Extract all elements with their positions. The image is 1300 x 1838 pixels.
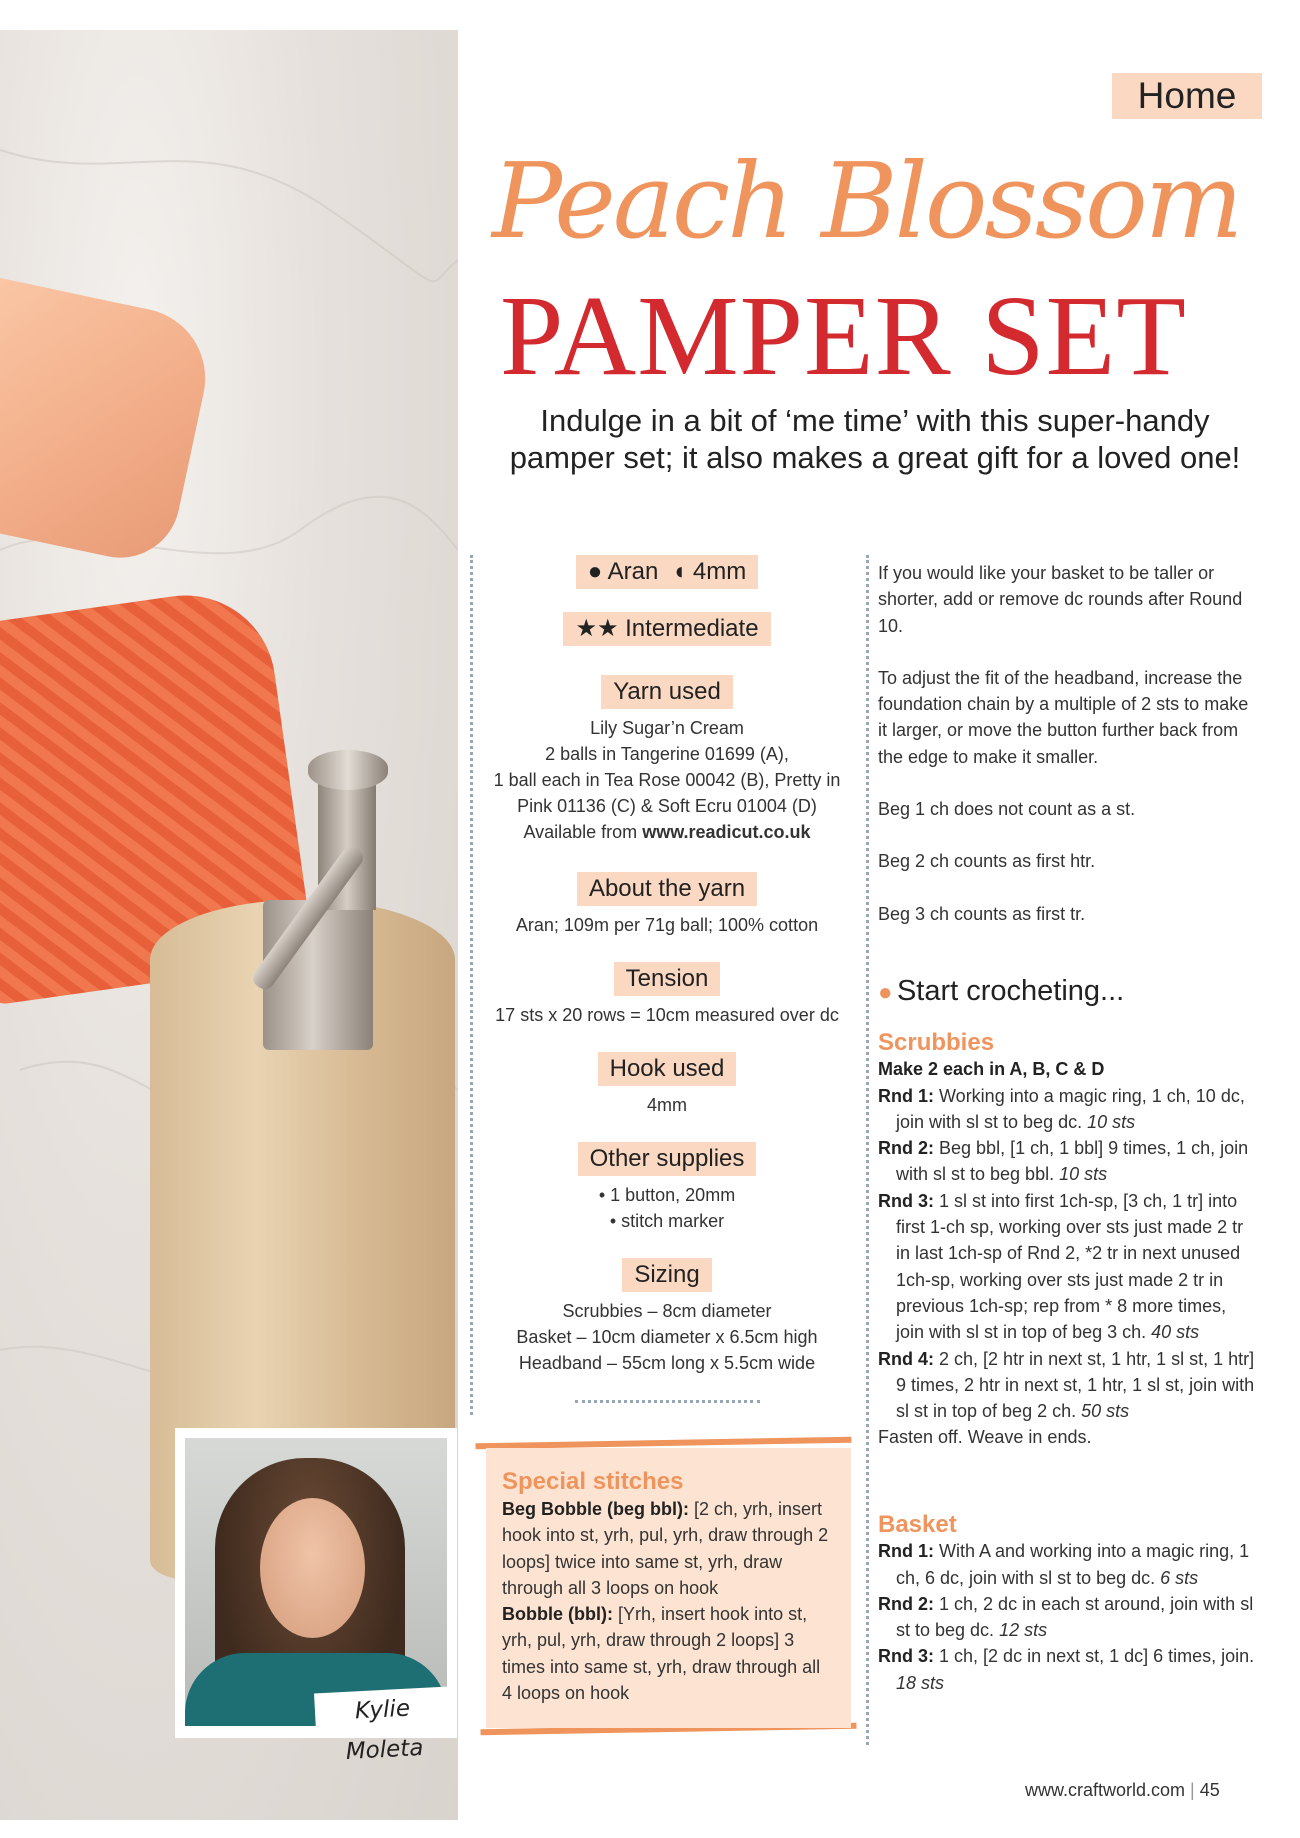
supply-item: • stitch marker (609, 1211, 725, 1231)
designer-name: Kylie Moleta (314, 1686, 451, 1733)
scrubbies-heading: Scrubbies (878, 1029, 995, 1056)
yarn-ball-icon: ● (878, 979, 893, 1006)
designer-portrait-frame (175, 1428, 457, 1765)
other-supplies-section (478, 1142, 856, 1234)
specs-pill (576, 555, 758, 589)
sizing-line: Scrubbies – 8cm diameter (562, 1301, 772, 1321)
tension-text: 17 sts x 20 rows = 10cm measured over dc (495, 1005, 839, 1025)
round-instruction: Rnd 1: Working into a magic ring, 1 ch, 10 dc, join with sl st to beg dc. 10 sts (878, 1085, 1245, 1132)
portrait-face (260, 1498, 365, 1638)
designer-portrait (185, 1438, 447, 1726)
hook-icon: ◖ (671, 558, 687, 585)
about-yarn-heading: About the yarn (577, 872, 757, 906)
hook-size: 4mm (692, 558, 747, 585)
round-instruction: Rnd 3: 1 sl st into first 1ch-sp, [3 ch, 1 tr] into first 1-ch sp, working over sts just made 2 tr in last 1ch-sp of Rnd 2, *2 tr in next unused 1ch-sp, working over sts just made 2 tr in previous 1ch-sp; rep from * 8 more times, join with sl st in top of beg 3 ch. 40 sts (878, 1190, 1244, 1343)
yarn-line: Pink 01136 (C) & Soft Ecru 01004 (D) (517, 796, 817, 816)
yarn-used-section (478, 675, 856, 845)
footer-url[interactable]: www.craftworld.com (1025, 1780, 1186, 1800)
stitch-count: 10 sts (1087, 1111, 1136, 1132)
page-number: 45 (1199, 1780, 1220, 1800)
round-instruction: Rnd 2: Beg bbl, [1 ch, 1 bbl] 9 times, 1 ch, join with sl st to beg bbl. 10 sts (878, 1138, 1249, 1185)
start-heading-row (878, 975, 1258, 1008)
hook-used-heading: Hook used (598, 1052, 737, 1086)
round-instruction: Rnd 2: 1 ch, 2 dc in each st around, join with sl st to beg dc. 12 sts (878, 1593, 1254, 1641)
skill-level: ★★ Intermediate (563, 612, 770, 646)
page-footer: www.craftworld.com | 45 (1025, 1780, 1220, 1800)
sizing-section (478, 1258, 856, 1376)
page-title: PAMPER SET (500, 272, 1187, 399)
sizing-line: Headband – 55cm long x 5.5cm wide (518, 1353, 816, 1373)
stitch-count: 10 sts (1059, 1164, 1108, 1185)
special-stitch-entry (502, 1496, 833, 1601)
start-heading: Start crocheting... (896, 975, 1125, 1007)
note: Beg 3 ch counts as first tr. (878, 903, 1086, 924)
about-yarn-text: Aran; 109m per 71g ball; 100% cotton (515, 915, 819, 935)
section-tag: Home (1112, 73, 1262, 119)
basket-heading: Basket (878, 1511, 957, 1538)
hook-used-text: 4mm (647, 1095, 687, 1115)
sizing-heading: Sizing (622, 1258, 711, 1292)
note: To adjust the fit of the headband, increase the foundation chain by a multiple of 2 sts to make it larger, or move the button further back from the edge to make it smaller. (878, 667, 1249, 767)
yarn-line: 2 balls in Tangerine 01699 (A), (545, 744, 789, 764)
yarn-availability: Available from www.readicut.co.uk (523, 822, 811, 842)
stitch-count: 6 sts (1160, 1567, 1199, 1588)
note: Beg 1 ch does not count as a st. (878, 799, 1136, 820)
stitch-count: 18 sts (896, 1672, 945, 1693)
stitch-description: [2 ch, yrh, insert hook into st, yrh, pul, yrh, draw through 2 loops] twice into same st, yrh, draw through all 3 loops on hook (502, 1499, 829, 1598)
yarn-used-heading: Yarn used (601, 675, 733, 709)
tension-section (478, 962, 856, 1028)
stitch-description: [Yrh, insert hook into st, yrh, pul, yrh, draw through 2 loops] 3 times into same st, yrh, draw through all 4 loops on hook (502, 1604, 821, 1704)
yarn-line: 1 ball each in Tea Rose 00042 (B), Pretty in (493, 770, 841, 790)
column-divider-left (470, 555, 473, 1415)
round-instruction: Rnd 4: 2 ch, [2 htr in next st, 1 htr, 1 sl st, 1 htr] 9 times, 2 htr in next st, 1 htr, 1 sl st, join with sl st in top of beg 2 ch. 50 sts (878, 1348, 1255, 1422)
supply-item: • 1 button, 20mm (598, 1185, 736, 1205)
round-instruction: Rnd 3: 1 ch, [2 dc in next st, 1 dc] 6 times, join. 18 sts (878, 1646, 1255, 1693)
sidebar-rule (575, 1400, 760, 1403)
special-stitches-heading: Special stitches (502, 1468, 684, 1495)
stitch-count: 50 sts (1081, 1401, 1130, 1422)
yarn-line: Lily Sugar’n Cream (590, 718, 744, 738)
stitch-term: Beg Bobble (beg bbl): (502, 1499, 689, 1519)
round-instruction: Rnd 1: With A and working into a magic ring, 1 ch, 6 dc, join with sl st to beg dc. 6 sts (878, 1541, 1250, 1588)
stitch-count: 12 sts (999, 1620, 1048, 1641)
specs-pill-row (478, 555, 856, 589)
note: Beg 2 ch counts as first htr. (878, 851, 1096, 872)
stitch-count: 40 sts (1151, 1322, 1200, 1343)
column-divider-middle (866, 555, 869, 1745)
scrubbies-make: Make 2 each in A, B, C & D (878, 1059, 1105, 1080)
level-row (478, 612, 856, 646)
tension-heading: Tension (614, 962, 721, 996)
hook-used-section (478, 1052, 856, 1118)
notes (878, 560, 1258, 939)
basket-section (878, 1512, 1258, 1696)
special-stitches-box (486, 1448, 851, 1728)
scrubbies-section (878, 1030, 1258, 1451)
standfirst: Indulge in a bit of ‘me time’ with this super-handy pamper set; it also makes a great gift for a loved one! (509, 403, 1241, 475)
stitch-term: Bobble (bbl): (502, 1604, 613, 1625)
supplier-link[interactable]: www.readicut.co.uk (642, 822, 811, 842)
note: If you would like your basket to be taller or shorter, add or remove dc rounds after Round 10. (878, 563, 1243, 636)
finishing-note: Fasten off. Weave in ends. (878, 1427, 1092, 1448)
special-stitch-entry (502, 1601, 833, 1706)
title-script: Peach Blossom (492, 140, 1241, 262)
dispenser-pump-head (308, 750, 388, 790)
yarn-ball-icon: ● (587, 558, 603, 585)
other-supplies-heading: Other supplies (578, 1142, 757, 1176)
about-yarn-section (478, 872, 856, 938)
sizing-line: Basket – 10cm diameter x 6.5cm high (516, 1327, 818, 1347)
yarn-weight: Aran (607, 558, 659, 585)
